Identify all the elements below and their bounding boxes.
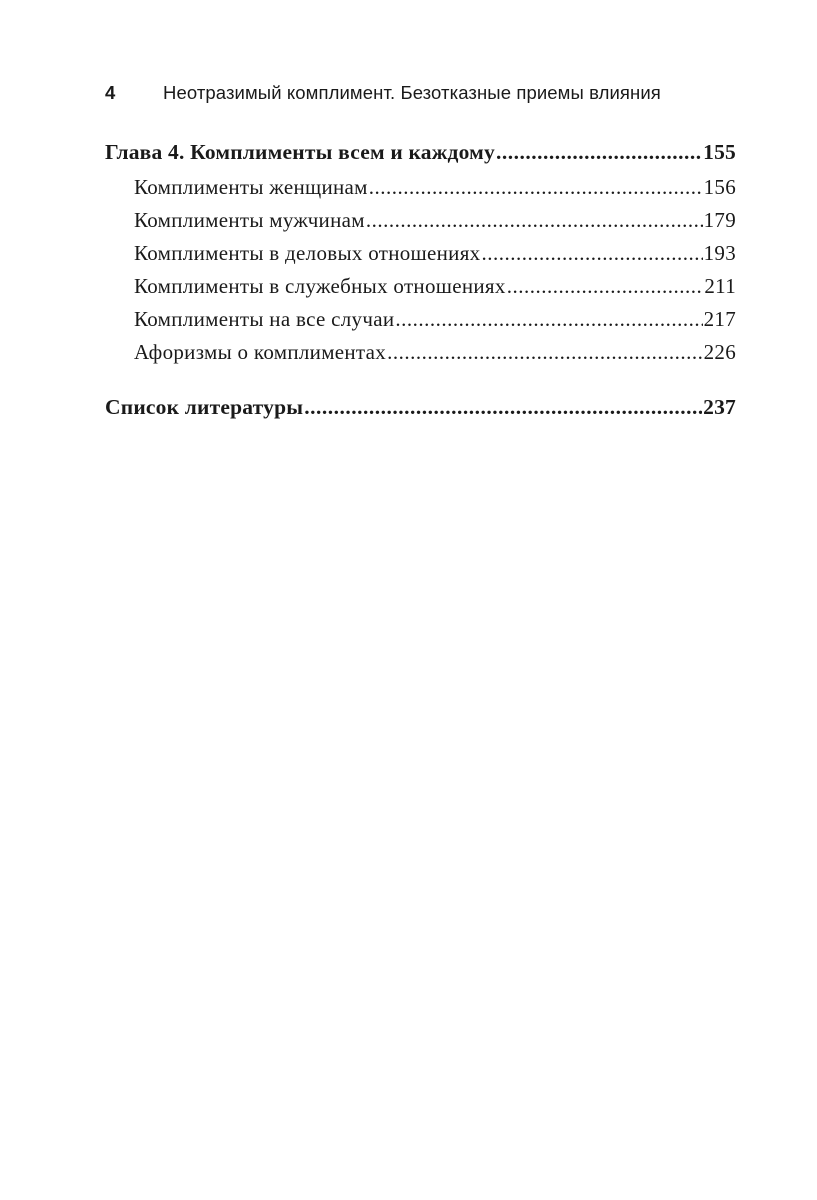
toc-section-title: Афоризмы о комплиментах [134, 340, 387, 364]
toc-dot-leader [366, 208, 703, 233]
toc-section-title: Комплименты в служебных отношениях [134, 274, 506, 298]
toc-section-title: Комплименты в деловых отношениях [134, 241, 481, 265]
toc-dot-leader [395, 307, 702, 332]
toc-section-page: 211 [704, 274, 736, 298]
toc-dot-leader [507, 274, 704, 299]
toc-section-page: 179 [703, 208, 736, 232]
toc-section-page: 226 [703, 340, 736, 364]
toc-dot-leader [369, 175, 703, 200]
toc-section-entry [105, 208, 736, 241]
toc-section-page: 193 [703, 241, 736, 265]
table-of-contents [105, 140, 736, 429]
book-title: Неотразимый комплимент. Безотказные приемы влияния [163, 82, 661, 103]
toc-section-list [105, 175, 736, 373]
toc-section-entry [105, 340, 736, 373]
toc-dot-leader [481, 241, 702, 266]
toc-dot-leader [496, 140, 702, 165]
toc-section-entry [105, 307, 736, 340]
toc-chapter-entry [105, 140, 736, 174]
toc-bibliography-entry [105, 395, 736, 429]
toc-section-entry [105, 241, 736, 274]
toc-section-title: Комплименты женщинам [134, 175, 368, 199]
toc-section-entry [105, 274, 736, 307]
toc-bibliography-title: Список литературы [105, 395, 304, 419]
toc-section-page: 217 [703, 307, 736, 331]
toc-section-entry [105, 175, 736, 208]
toc-chapter-title: Глава 4. Комплименты всем и каждому [105, 140, 495, 164]
toc-section-page: 156 [703, 175, 736, 199]
toc-dot-leader [304, 395, 702, 420]
toc-section-title: Комплименты мужчинам [134, 208, 365, 232]
toc-dot-leader [387, 340, 703, 365]
running-head [105, 82, 745, 108]
toc-section-title: Комплименты на все случаи [134, 307, 395, 331]
page-number: 4 [105, 82, 116, 103]
toc-bibliography-page: 237 [703, 395, 736, 419]
toc-chapter-page: 155 [703, 140, 736, 164]
